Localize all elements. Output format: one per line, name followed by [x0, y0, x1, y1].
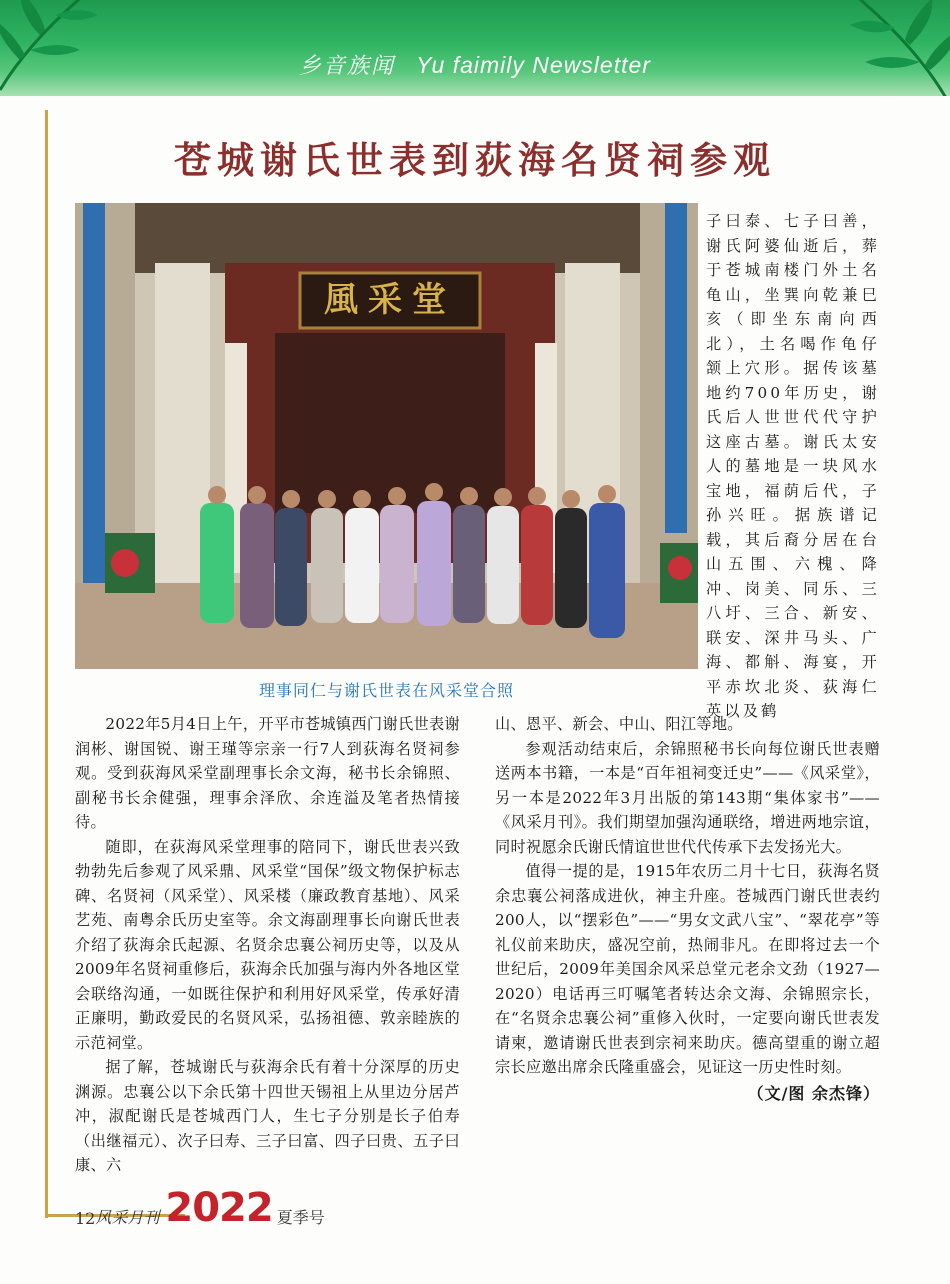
- issue-season: 夏季号: [276, 1208, 325, 1227]
- paragraph: 山、恩平、新会、中山、阳江等地。: [495, 715, 743, 733]
- photo-caption: 理事同仁与谢氏世表在风采堂合照: [258, 681, 514, 700]
- photo-signboard: 風采堂: [324, 280, 456, 320]
- leaf-decoration-icon: [840, 0, 950, 96]
- page-footer: [75, 1185, 325, 1231]
- paragraph: 据了解，苍城谢氏与荻海余氏有着十分深厚的历史渊源。忠襄公以下余氏第十四世天锡祖上从里边分居芦冲，淑配谢氏是苍城西门人，生七子分别是长子伯寿（出继福元）、次子曰寿、三子曰富、四子曰贵、五子曰康、六: [75, 1058, 460, 1174]
- newsletter-banner-title: [0, 49, 950, 80]
- page-number: 12: [75, 1209, 96, 1228]
- article-title: 苍城谢氏世表到荻海名贤祠参观: [174, 139, 776, 182]
- author-signoff: （文/图 余杰锋）: [747, 1083, 880, 1103]
- paragraph: 随即，在荻海风采堂理事的陪同下，谢氏世表兴致勃勃先后参观了风采鼎、风采堂“国保”级文物保护标志碑、名贤祠（风采堂）、风采楼（廉政教育基地）、风采艺苑、南粤余氏历史室等。余文海副理事长向谢氏世表介绍了荻海余氏起源、名贤余忠襄公祠历史等，以及从2009年名贤祠重修后，荻海余氏加强与海内外各地区堂会联络沟通，一如既往保护和利用好风采堂，传承好清正廉明，勤政爱民的名贤风采，弘扬祖德、敦亲睦族的示范祠堂。: [75, 837, 460, 1052]
- paragraph: 2022年5月4日上午，开平市苍城镇西门谢氏世表谢润彬、谢国锐、谢王瑾等宗亲一行7人到荻海名贤祠参观。受到荻海风采堂副理事长余文海，秘书长余锦照、副秘书长余健强，理事余泽欣、余连溢及笔者热情接待。: [75, 715, 460, 831]
- paragraph: 子曰泰、七子曰善，谢氏阿婆仙逝后，葬于苍城南楼门外土名龟山，坐巽向乾兼巳亥（即坐东南向西北），土名喝作龟仔颔上穴形。据传该墓地约700年历史，谢氏后人世世代代守护这座古墓。谢氏太安人的墓地是一块风水宝地，福荫后代，子孙兴旺。据族谱记载，其后裔分居在台山五围、六槐、降冲、岗美、同乐、三八圩、三合、新安、联安、深井马头、广海、都斛、海宴，开平赤坎北炎、荻海仁英以及鹤: [706, 212, 880, 720]
- left-rule: [45, 110, 48, 1218]
- issue-year: 2022: [165, 1185, 273, 1231]
- header-banner: [0, 0, 950, 96]
- article-column-top-right: [706, 209, 880, 724]
- article-column-right: [495, 712, 880, 1106]
- paragraph: 参观活动结束后，余锦照秘书长向每位谢氏世表赠送两本书籍，一本是“百年祖祠变迁史”——《风采堂》，另一本是2022年3月出版的第143期“集体家书”——《风采月刊》。我们期望加强沟通联络，增进两地宗谊，同时祝愿余氏谢氏情谊世世代代传承下去发扬光大。: [495, 739, 880, 856]
- group-photo: [75, 203, 698, 669]
- magazine-name: 风采月刊: [95, 1208, 160, 1227]
- banner-title-en: Yu faimily Newsletter: [416, 52, 651, 78]
- leaf-decoration-icon: [0, 0, 100, 96]
- article-column-left: [75, 712, 460, 1178]
- paragraph: 值得一提的是，1915年农历二月十七日，荻海名贤余忠襄公祠落成进伙，神主升座。苍城西门谢氏世表约200人，以“摆彩色”——“男女文武八宝”、“翠花亭”等礼仪前来助庆，盛况空前，热闹非凡。在即将过去一个世纪后，2009年美国余风采总堂元老余文劲（1927—2020）电话再三叮嘱笔者转达余文海、余锦照宗长，在“名贤余忠襄公祠”重修入伙时，一定要向谢氏世表发请柬，邀请谢氏世表到宗祠来助庆。德高望重的谢立超宗长应邀出席余氏隆重盛会，见证这一历史性时刻。: [495, 862, 880, 1076]
- banner-title-cn: 乡音族闻: [299, 54, 396, 79]
